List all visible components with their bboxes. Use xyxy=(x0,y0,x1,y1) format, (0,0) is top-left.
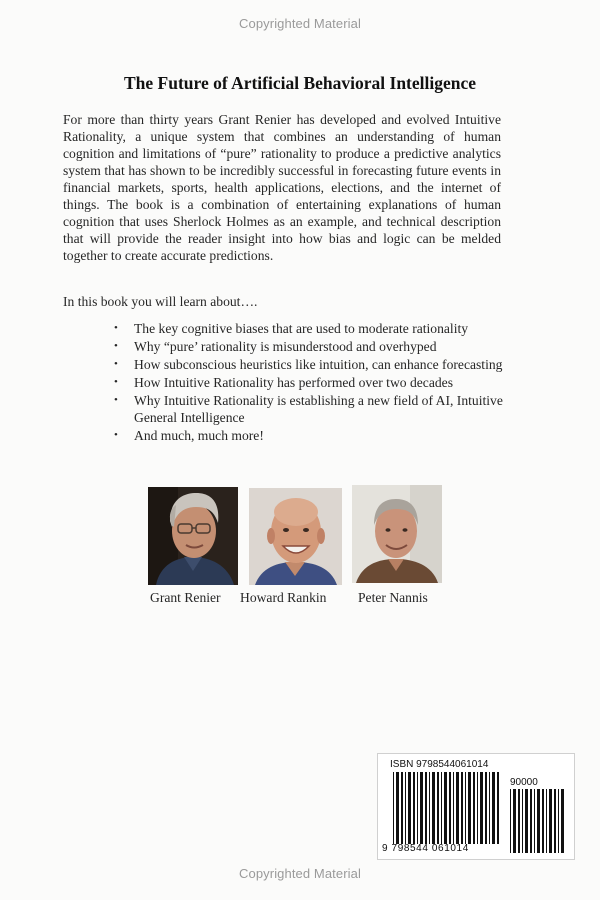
list-item-text: The key cognitive biases that are used to moderate rationality xyxy=(134,321,469,336)
barcode-bar xyxy=(465,772,466,844)
barcode-bar xyxy=(420,772,423,844)
book-description: For more than thirty years Grant Renier has developed and evolved Intuitive Rationality, a unique system that combines an understanding of human cognition and limitations of “pure” rationality to produce a predictive analytics system that has shown to be incredibly successful in forecasting future events in financial markets, sports, health applications, elections, and the internet of things. The book is a combination of entertaining explanations of human cognition that uses Sherlock Holmes as an example, and technical description that will provide the reader insight into how bias and logic can be melded together to create accurate predictions. xyxy=(63,112,501,263)
barcode-bar xyxy=(468,772,471,844)
barcode-bar xyxy=(425,772,427,844)
author-name-howard-rankin: Howard Rankin xyxy=(240,590,327,605)
barcode-bar xyxy=(492,772,495,844)
barcode-bar xyxy=(530,789,532,853)
author-name-peter-nannis: Peter Nannis xyxy=(358,590,428,605)
list-item-text: How Intuitive Rationality has performed over two decades xyxy=(134,375,453,390)
barcode-digits: 9 798544 061014 xyxy=(382,843,469,854)
barcode-bar xyxy=(417,772,418,844)
barcode-bar xyxy=(408,772,411,844)
barcode-bar xyxy=(549,789,552,853)
barcode-bar xyxy=(480,772,483,844)
book-title: The Future of Artificial Behavioral Intelligence xyxy=(123,73,477,93)
barcode-bar xyxy=(534,789,535,853)
list-item-text: Why Intuitive Rationality is establishing a new field of AI, Intuitive General Intelligence xyxy=(134,393,503,425)
author-photo-grant-renier xyxy=(148,487,238,585)
barcode-bar xyxy=(432,772,435,844)
author-photo-howard-rankin xyxy=(249,488,342,585)
barcode-bar xyxy=(453,772,454,844)
barcode-bar xyxy=(396,772,399,844)
list-item xyxy=(112,392,512,426)
barcode-bar xyxy=(513,789,516,853)
list-item-text: How subconscious heuristics like intuition, can enhance forecasting xyxy=(134,357,503,372)
barcode-bar xyxy=(485,772,487,844)
barcode-bar xyxy=(461,772,463,844)
list-item xyxy=(112,427,512,444)
barcode-bar xyxy=(525,789,528,853)
list-item-text: And much, much more! xyxy=(134,428,264,443)
barcode-bar xyxy=(456,772,459,844)
barcode-bar xyxy=(489,772,490,844)
barcode-bar xyxy=(449,772,451,844)
barcode-bar xyxy=(444,772,447,844)
barcode-bar xyxy=(477,772,478,844)
list-item-text: Why “pure’ rationality is misunderstood and overhyped xyxy=(134,339,437,354)
barcode-bars-price xyxy=(509,789,565,853)
barcode-bar xyxy=(537,789,540,853)
barcode-bar xyxy=(473,772,475,844)
barcode-bar xyxy=(546,789,547,853)
barcode-bar xyxy=(510,789,511,853)
bullet-intro: In this book you will learn about…. xyxy=(63,294,258,309)
barcode-bar xyxy=(393,772,394,844)
barcode-bar xyxy=(405,772,406,844)
barcode-bar xyxy=(561,789,564,853)
barcode-bar xyxy=(554,789,556,853)
barcode-bar xyxy=(522,789,523,853)
barcode-bar xyxy=(413,772,415,844)
barcode-bar xyxy=(441,772,442,844)
barcode-bar xyxy=(401,772,403,844)
barcode-bars-main xyxy=(392,772,500,844)
list-item xyxy=(112,374,512,391)
bullet-icon: • xyxy=(114,322,118,334)
price-code: 90000 xyxy=(510,777,538,788)
barcode-bar xyxy=(429,772,430,844)
author-photo-peter-nannis xyxy=(352,485,442,583)
bullet-icon: • xyxy=(114,358,118,370)
copyright-watermark-top: Copyrighted Material xyxy=(239,16,361,31)
copyright-watermark-bottom: Copyrighted Material xyxy=(239,866,361,881)
list-item xyxy=(112,356,512,373)
author-name-grant-renier: Grant Renier xyxy=(150,590,221,605)
barcode-bar xyxy=(518,789,520,853)
barcode-bar xyxy=(437,772,439,844)
list-item xyxy=(112,338,512,355)
barcode-bar xyxy=(497,772,499,844)
feature-list xyxy=(112,320,512,445)
barcode-bar xyxy=(542,789,544,853)
barcode-bar xyxy=(558,789,559,853)
list-item xyxy=(112,320,512,337)
bullet-icon: • xyxy=(114,429,118,441)
bullet-icon: • xyxy=(114,394,118,406)
bullet-icon: • xyxy=(114,376,118,388)
bullet-icon: • xyxy=(114,340,118,352)
isbn-barcode xyxy=(377,753,575,860)
isbn-label: ISBN 9798544061014 xyxy=(390,759,489,770)
